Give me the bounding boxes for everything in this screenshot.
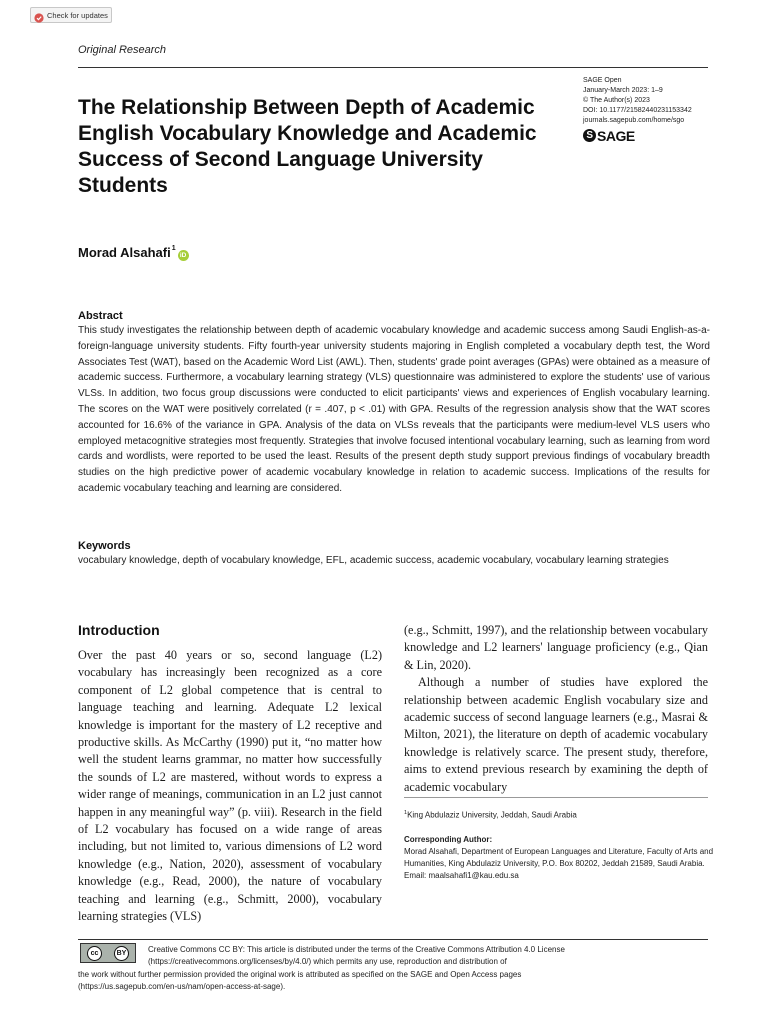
by-circle-icon: BY — [114, 946, 129, 961]
header-rule — [78, 67, 708, 68]
sage-logo-text: SAGE — [597, 127, 635, 144]
license-line-1: Creative Commons CC BY: This article is distributed under the terms of the Creative Commons Attribution 4.0 License — [148, 945, 565, 954]
keywords-text: vocabulary knowledge, depth of vocabulary knowledge, EFL, academic success, academic vocabulary, vocabulary learning strategies — [78, 555, 669, 566]
journal-doi[interactable]: DOI: 10.1177/21582440231153342 — [583, 107, 692, 114]
article-title: The Relationship Between Depth of Academic English Vocabulary Knowledge and Academic Success of Second Language University Students — [78, 96, 537, 197]
sage-logo — [583, 129, 723, 142]
affiliation-footnote-mark: 1 — [404, 810, 408, 816]
keywords-section — [78, 539, 710, 569]
journal-issue: January-March 2023: 1–9 — [583, 87, 663, 94]
journal-copyright: © The Author(s) 2023 — [583, 97, 650, 104]
author-line — [78, 245, 189, 261]
introduction-heading: Introduction — [78, 622, 160, 638]
check-for-updates-label: Check for updates — [47, 10, 108, 20]
affiliation-text: King Abdulaziz University, Jeddah, Saudi Arabia — [407, 810, 577, 820]
introduction-left-column: Over the past 40 years or so, second language (L2) vocabulary has increasingly been recognized as a core component of L2 global competence that is central to language teaching and learning. Adequate L2 lexical knowledge is important for the mastery of L2 receptive and productive skills. As McCarthy (1990) put it, “no matter how well the student learns grammar, no matter how successfully the sounds of L2 are mastered, without words to express a wider range of meanings, communication in an L2 just cannot happen in any meaningful way” (p. viii). Research in the field of L2 vocabulary has focused on a wide range of areas including, but not limited to, various dimensions of L2 word knowledge (e.g., Nation, 2020), assessment of vocabulary knowledge (e.g., Read, 2000), the nature of vocabulary teaching and learning (e.g., Schmitt, 2000), vocabulary learning strategies (VLS) — [78, 648, 382, 924]
corresponding-author-details: Morad Alsahafi, Department of European Languages and Literature, Faculty of Arts and Humanities, King Abdulaziz University, P.O. Box 80202, Jeddah 21589, Saudi Arabia. — [404, 847, 714, 869]
license-text — [78, 944, 718, 994]
journal-url[interactable]: journals.sagepub.com/home/sgo — [583, 117, 685, 124]
license-rule — [78, 939, 708, 940]
keywords-heading: Keywords — [78, 540, 131, 552]
abstract-heading: Abstract — [78, 310, 123, 322]
abstract-text: This study investigates the relationship between depth of academic vocabulary knowledge and academic success among Saudi English-as-a-foreign-language university students. Fifty fourth-year university students majoring in English completed a vocabulary depth test, the Word Associates Test (WAT), based on the Academic Word List (AWL). Then, students' grade point averages (GPAs) were obtained as a measure of academic success. Furthermore, a vocabulary learning strategy (VLS) questionnaire was administered to explore the students' use of various VLSs. In addition, two focus group discussions were conducted to elicit participants' views and experiences of English vocabulary learning. The scores on the WAT were positively correlated (r = .407, p < .01) with GPA. Results of the regression analysis show that the WAT scores accounted for 16.6% of the variance in GPA. Analysis of the data on VLSs reveals that the participants were medium-level VLS users who employed metacognitive strategies most frequently. Strategies that involve focused intentional vocabulary learning, such as learning from word cards and wordlists, were reported to be used the least. Results of the present depth study support previous findings of vocabulary breadth studies on the high predictive power of academic vocabulary knowledge in relation to academic success. Implications of the results for academic vocabulary teaching and learning are considered. — [78, 325, 710, 494]
affiliation-footnote — [404, 807, 714, 822]
journal-info — [583, 76, 723, 142]
license-line-3: the work without further permission provided the original work is attributed as specified on the SAGE and Open Access pages — [78, 969, 522, 979]
license-line-2[interactable]: (https://creativecommons.org/licenses/by/4.0/) which permits any use, reproduction and distribution of — [148, 957, 507, 967]
check-for-updates-badge[interactable] — [30, 7, 112, 23]
cc-circle-icon: cc — [87, 946, 102, 961]
introduction-right-column — [404, 622, 708, 796]
journal-name: SAGE Open — [583, 77, 622, 84]
license-line-4[interactable]: (https://us.sagepub.com/en-us/nam/open-access-at-sage). — [78, 982, 286, 992]
author-affiliation-mark: 1 — [171, 245, 176, 252]
orcid-icon[interactable]: iD — [178, 250, 189, 261]
corresponding-author-heading: Corresponding Author: — [404, 834, 493, 844]
abstract-section — [78, 309, 710, 497]
sage-s-icon: S — [583, 129, 596, 142]
introduction-paragraph-2: Although a number of studies have explored the relationship between academic English vocabulary size and academic success of second language learners (e.g., Masrai & Milton, 2021), the literature on depth of academic vocabulary knowledge is relatively scarce. The present study, therefore, aims to extend previous research by examining the depth of academic vocabulary — [404, 675, 708, 794]
article-type-label: Original Research — [78, 44, 167, 56]
check-for-updates-icon — [34, 10, 44, 20]
footnotes — [404, 807, 714, 883]
corresponding-author-email[interactable]: Email: maalsahafi1@kau.edu.sa — [404, 871, 519, 881]
footnote-rule — [404, 797, 708, 798]
introduction-paragraph-1-cont: (e.g., Schmitt, 1997), and the relationship between vocabulary knowledge and L2 learners' language proficiency (e.g., Qian & Lin, 2020). — [404, 623, 708, 672]
author-name: Morad Alsahafi — [78, 245, 171, 260]
